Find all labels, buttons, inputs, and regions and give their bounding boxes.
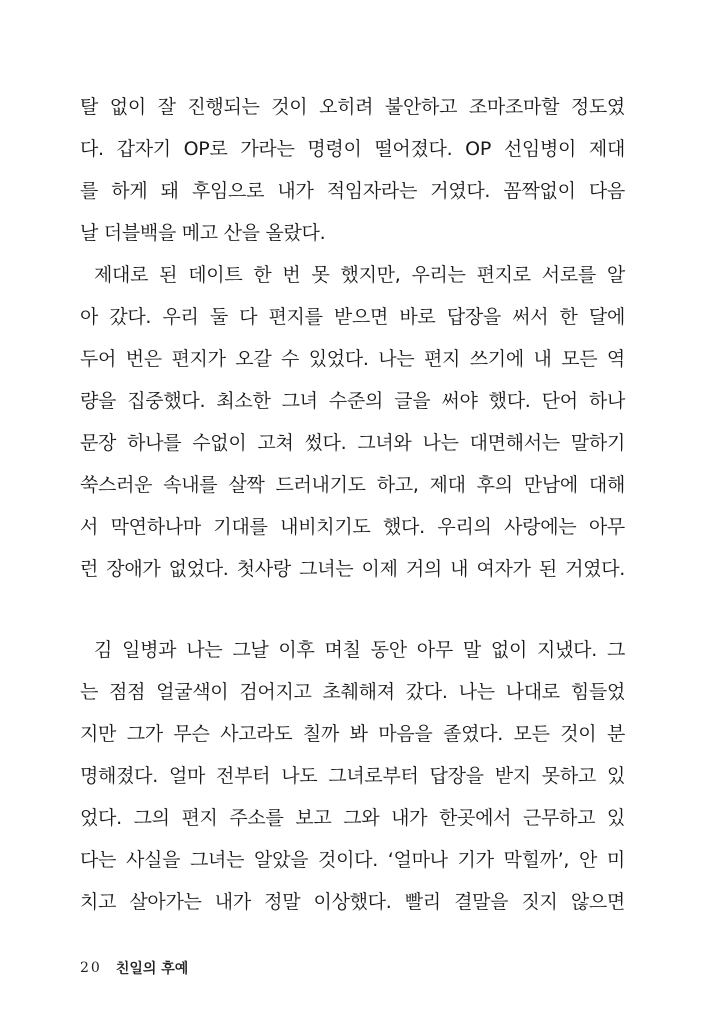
text-line: 문장 하나를 수없이 고쳐 썼다. 그녀와 나는 대면해서는 말하기 (80, 432, 625, 454)
book-title: 친일의 후예 (115, 961, 189, 977)
text-line: 명해졌다. 얼마 전부터 나도 그녀로부터 답장을 받지 못하고 있 (80, 765, 625, 787)
text-block-upper (80, 86, 625, 590)
text-line: 를 하게 돼 후임으로 내가 적임자라는 거였다. 꼼짝없이 다음 (80, 180, 625, 202)
text-line: 아 갔다. 우리 둘 다 편지를 받으면 바로 답장을 써서 한 달에 (80, 306, 625, 328)
page-number: 20 (80, 960, 102, 976)
text-line: 탈 없이 잘 진행되는 것이 오히려 불안하고 조마조마할 정도였 (80, 96, 625, 118)
text-line: 서 막연하나마 기대를 내비치기도 했다. 우리의 사랑에는 아무 (80, 516, 625, 538)
text-line: 었다. 그의 편지 주소를 보고 그와 내가 한곳에서 근무하고 있 (80, 807, 625, 829)
text-line: 다. 갑자기 OP로 가라는 명령이 떨어졌다. OP 선임병이 제대 (80, 138, 625, 160)
text-line: 쑥스러운 속내를 살짝 드러내기도 하고, 제대 후의 만남에 대해 (80, 474, 625, 496)
text-line: 다는 사실을 그녀는 알았을 것이다. ‘얼마나 기가 막힐까’, 안 미 (80, 849, 625, 871)
text-line: 치고 살아가는 내가 정말 이상했다. 빨리 결말을 짓지 않으면 (80, 891, 625, 913)
text-line: 날 더블백을 메고 산을 올랐다. (80, 222, 326, 244)
text-line: 제대로 된 데이트 한 번 못 했지만, 우리는 편지로 서로를 알 (94, 264, 625, 286)
page-footer (80, 956, 188, 980)
text-line: 지만 그가 무슨 사고라도 칠까 봐 마음을 졸였다. 모든 것이 분 (80, 723, 625, 745)
text-block-lower (80, 629, 625, 923)
text-line: 두어 번은 편지가 오갈 수 있었다. 나는 편지 쓰기에 내 모든 역 (80, 348, 625, 370)
text-line: 량을 집중했다. 최소한 그녀 수준의 글을 써야 했다. 단어 하나 (80, 390, 625, 412)
text-line: 는 점점 얼굴색이 검어지고 초췌해져 갔다. 나는 나대로 힘들었 (80, 681, 625, 703)
text-line: 런 장애가 없었다. 첫사랑 그녀는 이제 거의 내 여자가 된 거였다. (80, 558, 625, 580)
text-line: 김 일병과 나는 그날 이후 며칠 동안 아무 말 없이 지냈다. 그 (94, 639, 625, 661)
